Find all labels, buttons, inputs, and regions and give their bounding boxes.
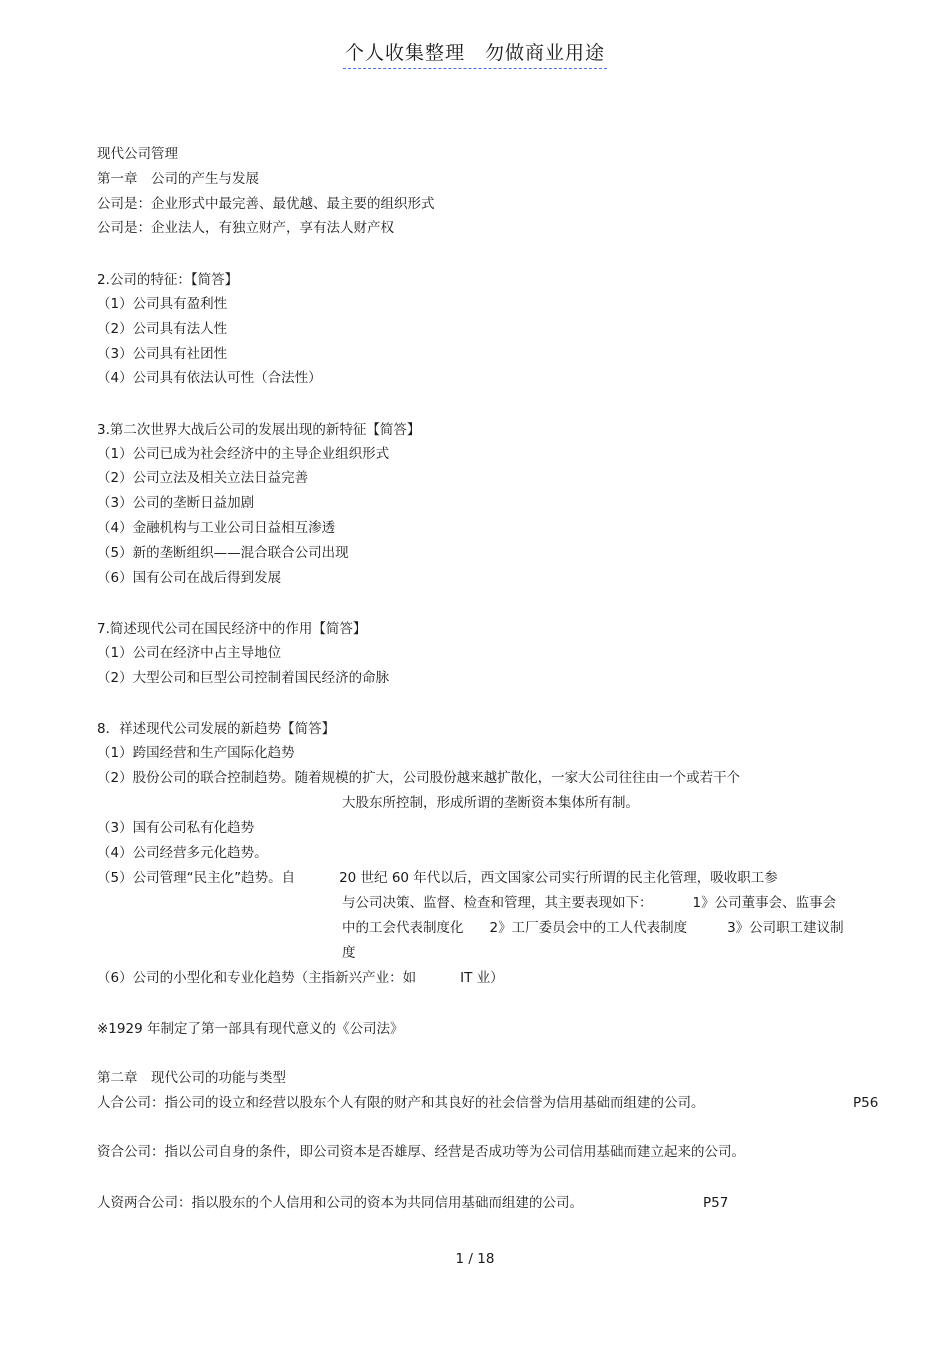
doc-title: 现代公司管理	[97, 146, 178, 162]
list-item-continuation	[342, 893, 836, 913]
list-item: （3）公司的垄断日益加剧	[97, 495, 255, 511]
paragraph: 人资两合公司：指以股东的个人信用和公司的资本为共同信用基础而组建的公司。	[97, 1195, 583, 1211]
page-number: 1 / 18	[455, 1251, 495, 1267]
section-3-heading: 3.第二次世界大战后公司的发展出现的新特征【简答】	[97, 422, 421, 438]
list-item-continuation	[342, 918, 844, 938]
list-item-part: 1》公司董事会、监事会	[692, 895, 837, 911]
list-item: （1）公司具有盈利性	[97, 296, 228, 312]
list-item: （3）公司具有社团性	[97, 346, 228, 362]
list-item: （4）公司经营多元化趋势。	[97, 845, 268, 861]
list-item-part: 20 世纪 60 年代以后，西文国家公司实行所谓的民主化管理，吸收职工参	[339, 870, 778, 886]
header-title: 个人收集整理 勿做商业用途	[343, 42, 607, 69]
list-item: （4）金融机构与工业公司日益相互渗透	[97, 520, 336, 536]
list-item-part: （5）公司管理“民主化”趋势。自	[97, 870, 296, 886]
section-2-heading: 2.公司的特征：【简答】	[97, 272, 239, 288]
list-item-part: 与公司决策、监督、检查和管理，其主要表现如下：	[342, 895, 653, 911]
list-item: （2）公司具有法人性	[97, 321, 228, 337]
list-item-part: 3》公司职工建议制	[727, 920, 844, 936]
page-reference: P56	[853, 1095, 879, 1111]
list-item-part: （6）公司的小型化和专业化趋势（主指新兴产业：如	[97, 970, 417, 986]
chapter-1-heading: 第一章 公司的产生与发展	[97, 171, 259, 187]
list-item-part: IT 业）	[460, 970, 504, 986]
list-item: （1）公司已成为社会经济中的主导企业组织形式	[97, 446, 390, 462]
section-7-heading: 7.简述现代公司在国民经济中的作用【简答】	[97, 621, 367, 637]
list-item-part: 中的工会代表制度化	[342, 920, 464, 936]
list-item: （2）大型公司和巨型公司控制着国民经济的命脉	[97, 670, 390, 686]
list-item	[97, 968, 504, 988]
paragraph: 人合公司：指公司的设立和经营以股东个人有限的财产和其良好的社会信誉为信用基础而组建的公司。	[97, 1095, 705, 1111]
list-item: （6）国有公司在战后得到发展	[97, 570, 282, 586]
page-reference: P57	[703, 1195, 729, 1211]
list-item: （5）新的垄断组织——混合联合公司出现	[97, 545, 349, 561]
list-item: （1）跨国经营和生产国际化趋势	[97, 745, 295, 761]
list-item-continuation: 度	[342, 945, 356, 961]
paragraph: 资合公司：指以公司自身的条件，即公司资本是否雄厚、经营是否成功等为公司信用基础而建立起来的公司。	[97, 1144, 745, 1160]
section-8-heading: 8．祥述现代公司发展的新趋势【简答】	[97, 721, 336, 737]
list-item: （3）国有公司私有化趋势	[97, 820, 255, 836]
list-item: （4）公司具有依法认可性（合法性）	[97, 370, 322, 386]
list-item	[97, 868, 778, 888]
list-item-part: 2》工厂委员会中的工人代表制度	[489, 920, 688, 936]
note: ※1929 年制定了第一部具有现代意义的《公司法》	[97, 1021, 404, 1037]
list-item: （2）公司立法及相关立法日益完善	[97, 470, 309, 486]
page-header	[0, 38, 950, 65]
definition-1: 公司是：企业形式中最完善、最优越、最主要的组织形式	[97, 196, 435, 212]
definition-2: 公司是：企业法人，有独立财产，享有法人财产权	[97, 220, 394, 236]
list-item: （1）公司在经济中占主导地位	[97, 645, 282, 661]
list-item: （2）股份公司的联合控制趋势。随着规模的扩大，公司股份越来越扩散化，一家大公司往往由一个或若干个	[97, 770, 741, 786]
list-item-continuation: 大股东所控制，形成所谓的垄断资本集体所有制。	[342, 795, 639, 811]
chapter-2-heading: 第二章 现代公司的功能与类型	[97, 1070, 286, 1086]
